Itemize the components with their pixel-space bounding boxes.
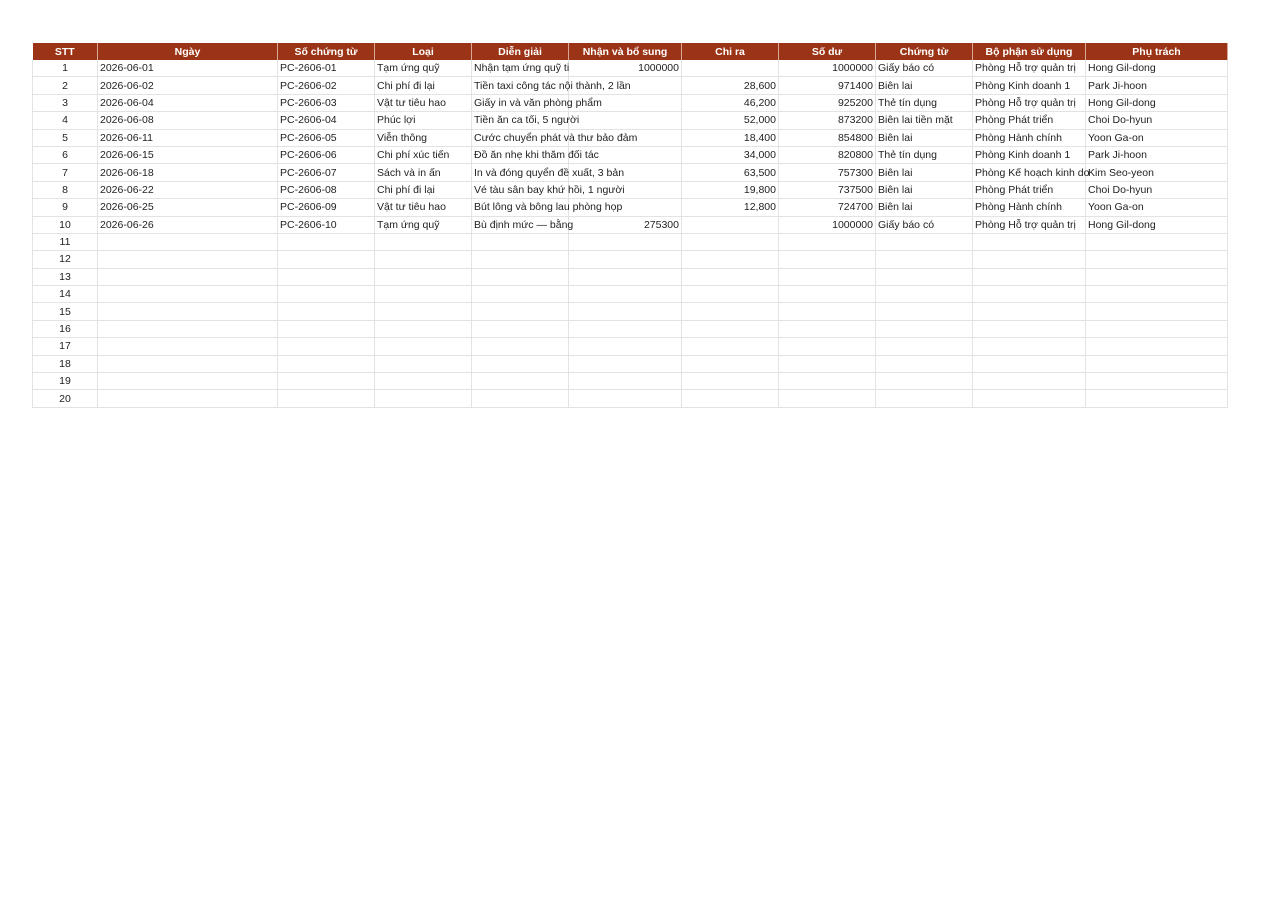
cell-ngay[interactable]: 2026-06-11 — [98, 129, 278, 146]
table-row-empty — [33, 233, 1228, 250]
cell-so-chung-tu[interactable]: PC-2606-04 — [278, 112, 375, 129]
cell-so-du[interactable]: 724700 — [779, 199, 876, 216]
empty-cell[interactable] — [973, 373, 1086, 390]
empty-cell[interactable] — [876, 286, 973, 303]
cell-so-du[interactable]: 757300 — [779, 164, 876, 181]
table-row-empty — [33, 338, 1228, 355]
cell-so-du[interactable]: 925200 — [779, 94, 876, 111]
cell-bo-phan[interactable]: Phòng Kinh doanh 1 — [973, 77, 1086, 94]
empty-cell[interactable] — [779, 320, 876, 337]
cell-text: Đồ ăn nhẹ khi thăm đối tác — [474, 149, 599, 162]
empty-cell[interactable] — [682, 355, 779, 372]
empty-cell[interactable] — [682, 373, 779, 390]
cell-bo-phan[interactable]: Phòng Hành chính — [973, 129, 1086, 146]
cell-bo-phan[interactable]: Phòng Phát triển — [973, 112, 1086, 129]
empty-cell[interactable] — [472, 355, 569, 372]
empty-cell[interactable] — [278, 233, 375, 250]
cell-phu-trach[interactable]: Hong Gil-dong — [1086, 60, 1228, 77]
cell-ngay[interactable]: 2026-06-01 — [98, 60, 278, 77]
cell-ngay[interactable]: 2026-06-22 — [98, 181, 278, 198]
empty-cell[interactable] — [973, 286, 1086, 303]
cell-text: Bút lông và bông lau phòng họp — [474, 201, 623, 214]
table-row-empty — [33, 320, 1228, 337]
cell-dien-giai[interactable]: Bù định mức — bằng — [472, 216, 569, 233]
cell-loai[interactable]: Viễn thông — [375, 129, 472, 146]
cell-stt[interactable]: 8 — [33, 181, 98, 198]
empty-cell[interactable] — [569, 251, 682, 268]
cell-chi-ra[interactable]: 63,500 — [682, 164, 779, 181]
cell-chung-tu[interactable]: Thẻ tín dụng — [876, 146, 973, 163]
empty-cell[interactable] — [973, 390, 1086, 407]
cell-ngay[interactable]: 2026-06-25 — [98, 199, 278, 216]
empty-cell[interactable] — [569, 390, 682, 407]
empty-cell[interactable] — [472, 390, 569, 407]
cell-ngay[interactable]: 2026-06-08 — [98, 112, 278, 129]
table-row — [33, 216, 1228, 233]
cell-chi-ra[interactable] — [682, 216, 779, 233]
header-loai[interactable]: Loại — [375, 43, 472, 60]
cell-so-du[interactable]: 971400 — [779, 77, 876, 94]
empty-cell[interactable] — [876, 268, 973, 285]
empty-cell[interactable] — [1086, 355, 1228, 372]
empty-cell[interactable] — [779, 338, 876, 355]
empty-cell[interactable] — [779, 303, 876, 320]
cell-so-du[interactable]: 1000000 — [779, 216, 876, 233]
empty-cell[interactable] — [98, 373, 278, 390]
empty-cell[interactable] — [1086, 251, 1228, 268]
empty-cell[interactable] — [779, 268, 876, 285]
cell-chung-tu[interactable]: Giấy báo có — [876, 60, 973, 77]
cell-chung-tu[interactable]: Thẻ tín dụng — [876, 94, 973, 111]
table-row-empty — [33, 251, 1228, 268]
cell-stt[interactable]: 4 — [33, 112, 98, 129]
empty-cell[interactable] — [1086, 390, 1228, 407]
empty-cell[interactable] — [682, 320, 779, 337]
cell-text: Giấy in và văn phòng phẩm — [474, 96, 602, 109]
cell-so-chung-tu[interactable]: PC-2606-06 — [278, 146, 375, 163]
cell-loai[interactable]: Tạm ứng quỹ — [375, 216, 472, 233]
empty-cell[interactable] — [278, 390, 375, 407]
cell-chi-ra[interactable]: 34,000 — [682, 146, 779, 163]
cell-chi-ra[interactable]: 52,000 — [682, 112, 779, 129]
header-chi-ra[interactable]: Chi ra — [682, 43, 779, 60]
cell-loai[interactable]: Sách và in ấn — [375, 164, 472, 181]
cell-stt[interactable]: 6 — [33, 146, 98, 163]
cell-chung-tu[interactable]: Biên lai — [876, 199, 973, 216]
empty-cell[interactable] — [98, 268, 278, 285]
table-row — [33, 181, 1228, 198]
cell-dien-giai[interactable] — [472, 77, 631, 94]
empty-cell[interactable] — [98, 233, 278, 250]
empty-cell[interactable] — [278, 286, 375, 303]
empty-cell[interactable] — [973, 303, 1086, 320]
cell-chi-ra[interactable]: 19,800 — [682, 181, 779, 198]
empty-cell[interactable] — [973, 338, 1086, 355]
empty-cell[interactable] — [569, 286, 682, 303]
empty-cell[interactable] — [375, 233, 472, 250]
empty-cell[interactable] — [98, 338, 278, 355]
table-body — [33, 60, 1228, 407]
cell-loai[interactable]: Tạm ứng quỹ — [375, 60, 472, 77]
empty-cell[interactable] — [375, 373, 472, 390]
ledger-sheet — [32, 43, 1227, 408]
empty-cell[interactable] — [375, 355, 472, 372]
header-nhan-bo-sung[interactable]: Nhận và bổ sung — [569, 43, 682, 60]
table-row — [33, 112, 1228, 129]
empty-cell[interactable] — [682, 233, 779, 250]
cell-bo-phan[interactable]: Phòng Phát triển — [973, 181, 1086, 198]
header-stt[interactable]: STT — [33, 43, 98, 60]
cell-chi-ra[interactable] — [682, 60, 779, 77]
cell-phu-trach[interactable]: Yoon Ga-on — [1086, 199, 1228, 216]
empty-cell[interactable] — [375, 338, 472, 355]
empty-cell[interactable] — [98, 251, 278, 268]
empty-cell[interactable] — [375, 303, 472, 320]
empty-cell[interactable] — [472, 320, 569, 337]
header-chung-tu[interactable]: Chứng từ — [876, 43, 973, 60]
cell-so-chung-tu[interactable]: PC-2606-10 — [278, 216, 375, 233]
empty-cell[interactable] — [375, 268, 472, 285]
cell-dien-giai[interactable] — [472, 181, 625, 198]
empty-cell[interactable] — [375, 251, 472, 268]
cell-stt[interactable]: 10 — [33, 216, 98, 233]
empty-cell[interactable] — [375, 320, 472, 337]
cell-stt[interactable]: 11 — [33, 233, 98, 250]
header-dien-giai[interactable]: Diễn giải — [472, 43, 569, 60]
cell-dien-giai[interactable] — [472, 164, 625, 181]
empty-cell[interactable] — [682, 268, 779, 285]
cell-bo-phan[interactable]: Phòng Kinh doanh 1 — [973, 146, 1086, 163]
empty-cell[interactable] — [98, 320, 278, 337]
cell-bo-phan[interactable]: Phòng Kế hoạch kinh do — [973, 164, 1086, 181]
cell-phu-trach[interactable]: Kim Seo-yeon — [1086, 164, 1228, 181]
empty-cell[interactable] — [472, 338, 569, 355]
empty-cell[interactable] — [1086, 320, 1228, 337]
empty-cell[interactable] — [569, 373, 682, 390]
header-so-chung-tu[interactable]: Số chứng từ — [278, 43, 375, 60]
cell-stt[interactable]: 5 — [33, 129, 98, 146]
empty-cell[interactable] — [569, 338, 682, 355]
cell-stt[interactable]: 18 — [33, 355, 98, 372]
cell-dien-giai[interactable] — [472, 112, 580, 129]
cell-chi-ra[interactable]: 12,800 — [682, 199, 779, 216]
table-row-empty — [33, 373, 1228, 390]
cell-bo-phan[interactable]: Phòng Hành chính — [973, 199, 1086, 216]
table-row — [33, 60, 1228, 77]
cell-dien-giai[interactable] — [472, 146, 599, 163]
empty-cell[interactable] — [278, 303, 375, 320]
cell-dien-giai[interactable] — [472, 129, 638, 146]
empty-cell[interactable] — [472, 251, 569, 268]
cell-chung-tu[interactable]: Biên lai — [876, 77, 973, 94]
cell-stt[interactable]: 9 — [33, 199, 98, 216]
cell-bo-phan[interactable]: Phòng Hỗ trợ quản trị — [973, 94, 1086, 111]
cell-dien-giai[interactable] — [472, 94, 602, 111]
cell-dien-giai[interactable]: Nhận tạm ứng quỹ ti — [472, 60, 569, 77]
table-row — [33, 129, 1228, 146]
header-row — [33, 43, 1228, 60]
empty-cell[interactable] — [98, 390, 278, 407]
cell-ngay[interactable]: 2026-06-02 — [98, 77, 278, 94]
empty-cell[interactable] — [779, 233, 876, 250]
empty-cell[interactable] — [98, 355, 278, 372]
cell-loai[interactable]: Chi phí đi lại — [375, 77, 472, 94]
empty-cell[interactable] — [876, 303, 973, 320]
cell-so-du[interactable]: 737500 — [779, 181, 876, 198]
empty-cell[interactable] — [1086, 233, 1228, 250]
header-ngay[interactable]: Ngày — [98, 43, 278, 60]
cell-stt[interactable]: 12 — [33, 251, 98, 268]
cell-stt[interactable]: 15 — [33, 303, 98, 320]
cell-stt[interactable]: 14 — [33, 286, 98, 303]
empty-cell[interactable] — [779, 373, 876, 390]
cell-text: Tiền ăn ca tối, 5 người — [474, 114, 580, 127]
empty-cell[interactable] — [973, 268, 1086, 285]
cell-loai[interactable]: Chi phí xúc tiến — [375, 146, 472, 163]
cell-so-chung-tu[interactable]: PC-2606-02 — [278, 77, 375, 94]
empty-cell[interactable] — [876, 355, 973, 372]
cell-so-chung-tu[interactable]: PC-2606-07 — [278, 164, 375, 181]
table-row — [33, 199, 1228, 216]
cell-text: In và đóng quyển đề xuất, 3 bản — [474, 166, 625, 179]
empty-cell[interactable] — [98, 303, 278, 320]
cell-so-du[interactable]: 820800 — [779, 146, 876, 163]
cell-so-du[interactable]: 873200 — [779, 112, 876, 129]
cell-nhan-bo-sung[interactable]: 1000000 — [569, 60, 682, 77]
table-row — [33, 146, 1228, 163]
cell-ngay[interactable]: 2026-06-18 — [98, 164, 278, 181]
empty-cell[interactable] — [569, 268, 682, 285]
empty-cell[interactable] — [1086, 373, 1228, 390]
cell-bo-phan[interactable]: Phòng Hỗ trợ quản trị — [973, 216, 1086, 233]
table-row-empty — [33, 355, 1228, 372]
cell-chung-tu[interactable]: Biên lai — [876, 181, 973, 198]
cell-ngay[interactable]: 2026-06-26 — [98, 216, 278, 233]
empty-cell[interactable] — [472, 373, 569, 390]
empty-cell[interactable] — [278, 355, 375, 372]
empty-cell[interactable] — [375, 390, 472, 407]
cell-so-chung-tu[interactable]: PC-2606-08 — [278, 181, 375, 198]
empty-cell[interactable] — [876, 251, 973, 268]
table-row — [33, 164, 1228, 181]
empty-cell[interactable] — [682, 338, 779, 355]
empty-cell[interactable] — [278, 320, 375, 337]
empty-cell[interactable] — [973, 355, 1086, 372]
cell-loai[interactable]: Chi phí đi lại — [375, 181, 472, 198]
cell-nhan-bo-sung[interactable] — [569, 112, 682, 129]
table-row — [33, 94, 1228, 111]
cell-phu-trach[interactable]: Choi Do-hyun — [1086, 181, 1228, 198]
cell-chung-tu[interactable]: Biên lai tiền mặt — [876, 112, 973, 129]
table-row-empty — [33, 286, 1228, 303]
empty-cell[interactable] — [569, 303, 682, 320]
cell-stt[interactable]: 7 — [33, 164, 98, 181]
empty-cell[interactable] — [682, 390, 779, 407]
cell-stt[interactable]: 3 — [33, 94, 98, 111]
empty-cell[interactable] — [876, 320, 973, 337]
empty-cell[interactable] — [472, 303, 569, 320]
cell-chi-ra[interactable]: 46,200 — [682, 94, 779, 111]
table-row-empty — [33, 390, 1228, 407]
ledger-table — [32, 43, 1228, 408]
cell-chi-ra[interactable]: 18,400 — [682, 129, 779, 146]
empty-cell[interactable] — [1086, 338, 1228, 355]
empty-cell[interactable] — [973, 251, 1086, 268]
cell-so-du[interactable]: 1000000 — [779, 60, 876, 77]
empty-cell[interactable] — [472, 268, 569, 285]
cell-stt[interactable]: 13 — [33, 268, 98, 285]
cell-chung-tu[interactable]: Biên lai — [876, 129, 973, 146]
cell-phu-trach[interactable]: Park Ji-hoon — [1086, 146, 1228, 163]
empty-cell[interactable] — [472, 286, 569, 303]
header-bo-phan[interactable]: Bộ phận sử dụng — [973, 43, 1086, 60]
empty-cell[interactable] — [876, 373, 973, 390]
cell-dien-giai[interactable] — [472, 199, 623, 216]
empty-cell[interactable] — [779, 355, 876, 372]
cell-text: Tiền taxi công tác nội thành, 2 lần — [474, 79, 631, 92]
cell-loai[interactable]: Vật tư tiêu hao — [375, 94, 472, 111]
empty-cell[interactable] — [278, 268, 375, 285]
empty-cell[interactable] — [682, 251, 779, 268]
cell-so-chung-tu[interactable]: PC-2606-09 — [278, 199, 375, 216]
empty-cell[interactable] — [278, 338, 375, 355]
table-row — [33, 77, 1228, 94]
cell-so-du[interactable]: 854800 — [779, 129, 876, 146]
empty-cell[interactable] — [973, 320, 1086, 337]
cell-bo-phan[interactable]: Phòng Hỗ trợ quản trị — [973, 60, 1086, 77]
cell-loai[interactable]: Vật tư tiêu hao — [375, 199, 472, 216]
cell-stt[interactable]: 20 — [33, 390, 98, 407]
empty-cell[interactable] — [1086, 303, 1228, 320]
empty-cell[interactable] — [876, 390, 973, 407]
cell-text: Vé tàu sân bay khứ hồi, 1 người — [474, 183, 625, 196]
empty-cell[interactable] — [876, 233, 973, 250]
cell-so-chung-tu[interactable]: PC-2606-01 — [278, 60, 375, 77]
cell-phu-trach[interactable]: Hong Gil-dong — [1086, 94, 1228, 111]
cell-chung-tu[interactable]: Giấy báo có — [876, 216, 973, 233]
cell-phu-trach[interactable]: Choi Do-hyun — [1086, 112, 1228, 129]
empty-cell[interactable] — [682, 286, 779, 303]
table-row-empty — [33, 268, 1228, 285]
cell-nhan-bo-sung[interactable]: 275300 — [569, 216, 682, 233]
header-phu-trach[interactable]: Phụ trách — [1086, 43, 1228, 60]
cell-chung-tu[interactable]: Biên lai — [876, 164, 973, 181]
cell-chi-ra[interactable]: 28,600 — [682, 77, 779, 94]
empty-cell[interactable] — [569, 233, 682, 250]
cell-ngay[interactable]: 2026-06-15 — [98, 146, 278, 163]
cell-ngay[interactable]: 2026-06-04 — [98, 94, 278, 111]
cell-stt[interactable]: 2 — [33, 77, 98, 94]
empty-cell[interactable] — [779, 251, 876, 268]
empty-cell[interactable] — [569, 320, 682, 337]
header-so-du[interactable]: Số dư — [779, 43, 876, 60]
cell-so-chung-tu[interactable]: PC-2606-03 — [278, 94, 375, 111]
empty-cell[interactable] — [98, 286, 278, 303]
cell-stt[interactable]: 1 — [33, 60, 98, 77]
empty-cell[interactable] — [278, 251, 375, 268]
cell-stt[interactable]: 19 — [33, 373, 98, 390]
empty-cell[interactable] — [973, 233, 1086, 250]
empty-cell[interactable] — [682, 303, 779, 320]
empty-cell[interactable] — [569, 355, 682, 372]
empty-cell[interactable] — [1086, 268, 1228, 285]
cell-phu-trach[interactable]: Hong Gil-dong — [1086, 216, 1228, 233]
empty-cell[interactable] — [1086, 286, 1228, 303]
cell-phu-trach[interactable]: Yoon Ga-on — [1086, 129, 1228, 146]
cell-loai[interactable]: Phúc lợi — [375, 112, 472, 129]
cell-text: Cước chuyển phát và thư bảo đảm — [474, 131, 638, 144]
cell-stt[interactable]: 17 — [33, 338, 98, 355]
empty-cell[interactable] — [876, 338, 973, 355]
empty-cell[interactable] — [472, 233, 569, 250]
table-row-empty — [33, 303, 1228, 320]
cell-phu-trach[interactable]: Park Ji-hoon — [1086, 77, 1228, 94]
cell-so-chung-tu[interactable]: PC-2606-05 — [278, 129, 375, 146]
empty-cell[interactable] — [779, 390, 876, 407]
empty-cell[interactable] — [278, 373, 375, 390]
empty-cell[interactable] — [375, 286, 472, 303]
cell-stt[interactable]: 16 — [33, 320, 98, 337]
empty-cell[interactable] — [779, 286, 876, 303]
